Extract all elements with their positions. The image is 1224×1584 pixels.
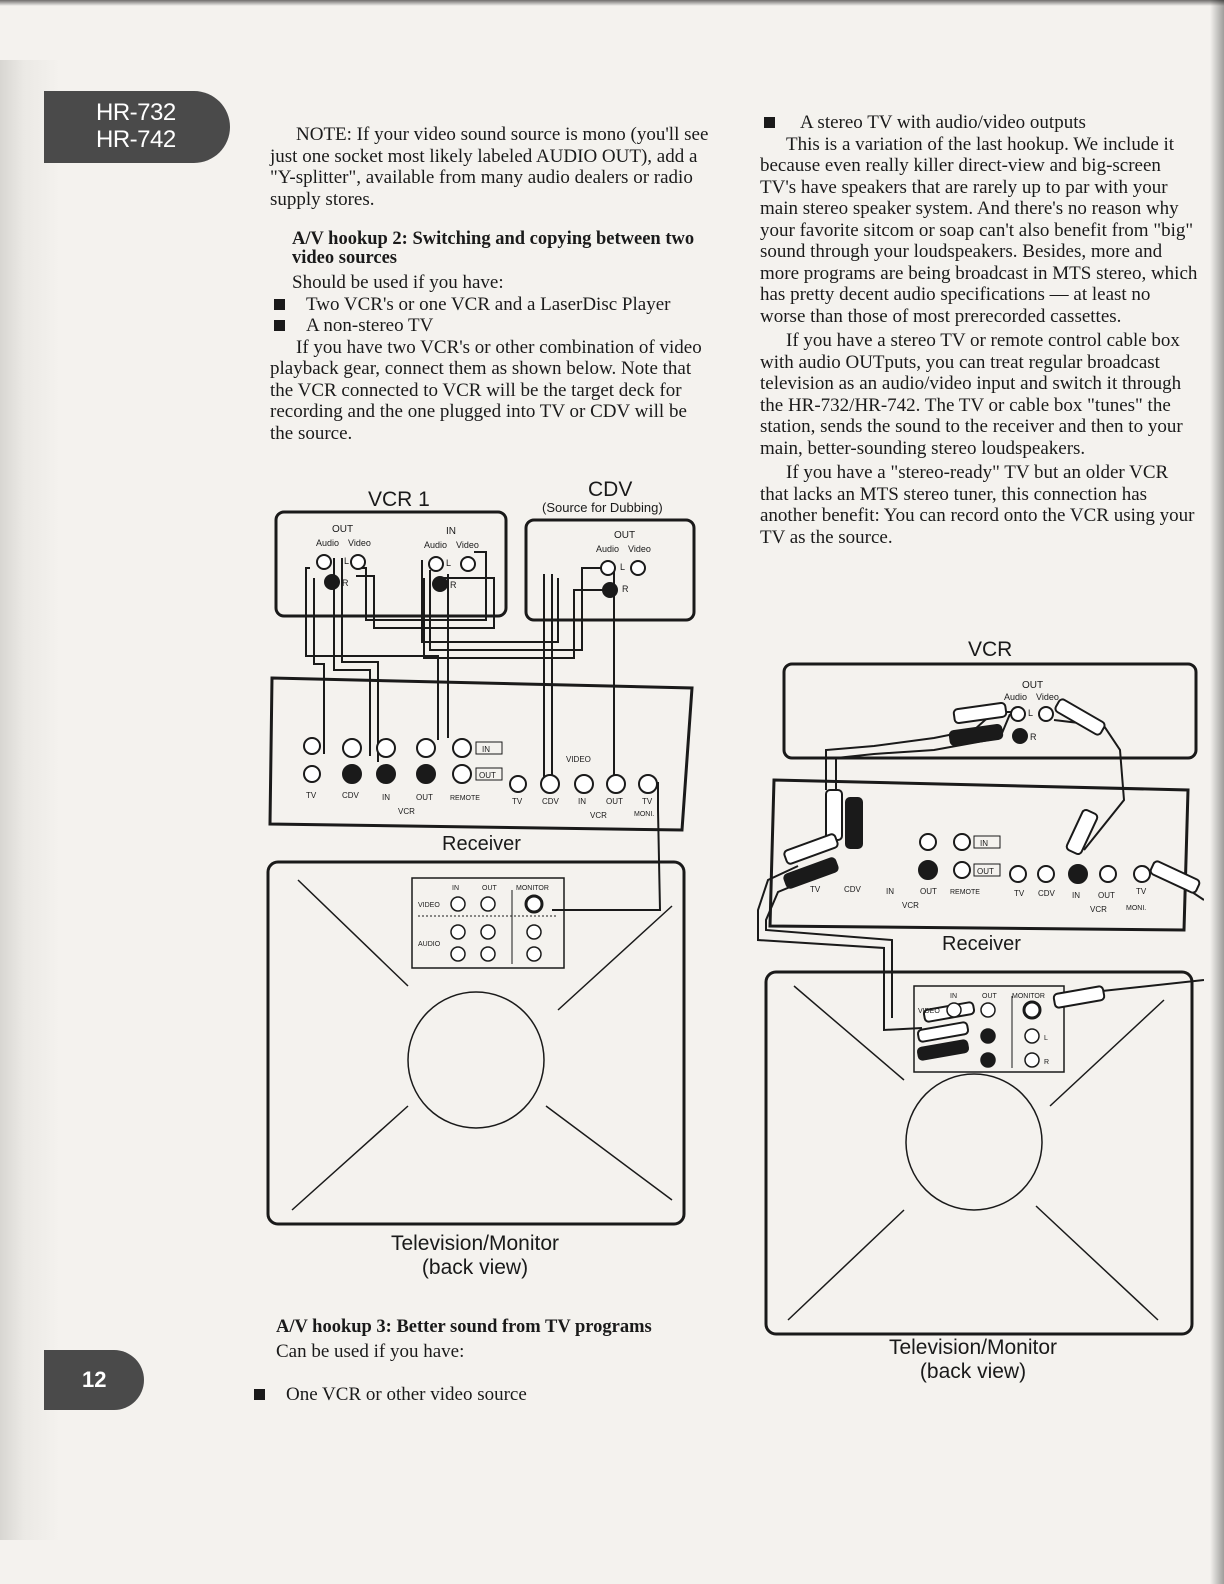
svg-text:OUT: OUT (920, 887, 937, 896)
hookup2-intro: Should be used if you have: (292, 272, 504, 293)
svg-text:TV: TV (1136, 887, 1147, 896)
svg-text:IN: IN (950, 993, 957, 1000)
hookup3-intro: Can be used if you have: (276, 1341, 465, 1362)
svg-text:OUT: OUT (416, 793, 433, 802)
svg-text:IN: IN (1072, 891, 1080, 900)
svg-text:TV: TV (810, 885, 821, 894)
svg-text:VIDEO: VIDEO (918, 1008, 940, 1015)
left-column-bottom (276, 1318, 676, 1363)
hookup2-bullet-1: Two VCR's or one VCR and a LaserDisc Player (270, 294, 710, 316)
svg-text:IN: IN (886, 887, 894, 896)
svg-text:VCR: VCR (902, 901, 919, 910)
right-tv-caption: Television/Monitor (back view) (888, 1336, 1058, 1383)
vcr-title: VCR (968, 638, 1013, 661)
left-column-top (270, 124, 710, 444)
bullet-square (274, 320, 285, 331)
svg-text:TV: TV (1014, 889, 1025, 898)
svg-text:L: L (344, 556, 350, 566)
right-column (760, 112, 1200, 548)
svg-text:Video: Video (628, 544, 651, 554)
receiver-label: Receiver (442, 833, 521, 855)
note-paragraph: NOTE: If your video sound source is mono (you'll see just one socket most likely labeled AUDIO OUT), add a "Y-splitter", available from many audio dealers or radio supply stores. (270, 124, 709, 210)
cdv-title: CDV (588, 478, 633, 501)
page-number-tab (44, 1350, 144, 1410)
hookup3-title: A/V hookup 3: Better sound from TV programs (276, 1317, 652, 1337)
right-bullet: A stereo TV with audio/video outputs (760, 112, 1200, 134)
hookup3-bullet-1: One VCR or other video source (250, 1384, 670, 1406)
tv-screen-circle-right (906, 1074, 1042, 1210)
hookup3-diagram (754, 630, 1204, 1350)
svg-text:Audio: Audio (1004, 692, 1028, 702)
svg-text:Audio: Audio (596, 544, 620, 554)
svg-text:VCR: VCR (398, 807, 415, 816)
svg-text:OUT: OUT (479, 771, 496, 780)
hookup2-bullet-2: A non-stereo TV (270, 315, 710, 337)
hookup2-diagram (262, 470, 702, 1250)
svg-text:IN: IN (482, 745, 490, 754)
page-binding (0, 60, 60, 1540)
vcr1-title: VCR 1 (368, 488, 430, 511)
svg-text:R: R (1030, 732, 1037, 742)
svg-text:R: R (1044, 1059, 1050, 1066)
svg-text:IN: IN (446, 526, 456, 537)
svg-text:TV: TV (512, 797, 523, 806)
svg-text:IN: IN (578, 797, 586, 806)
right-paragraph-2: If you have a stereo TV or remote control cable box with audio OUTputs, you can treat regular broadcast television as an audio/video input and switch it through the HR-732/HR-742. The TV or cable box "tunes" the station, sends the sound to the receiver and then to your main, better-sounding stereo loudspeakers. (760, 330, 1183, 459)
svg-text:L: L (446, 558, 452, 568)
page-top-shadow (0, 0, 1224, 6)
bullet-square (764, 117, 775, 128)
svg-text:OUT: OUT (982, 993, 997, 1000)
svg-text:OUT: OUT (606, 797, 623, 806)
right-paragraph-1: This is a variation of the last hookup. We include it because even really killer direct-view and big-screen TV's have speakers that are rarely up to par with your main stereo speaker system. And there's no reason why your favorite sitcom or soap can't also benefit from "big" sound through your loudspeakers. Besides, more and more programs are being broadcast in MTS stereo, which has pretty decent audio specifications — at least no worse than those of most prerecorded cassettes. (760, 133, 1198, 327)
svg-text:VCR: VCR (1090, 905, 1107, 914)
svg-text:R: R (450, 580, 457, 590)
svg-text:TV: TV (642, 797, 653, 806)
svg-text:REMOTE: REMOTE (450, 795, 480, 802)
left-tv-caption: Television/Monitor (back view) (390, 1232, 560, 1279)
svg-text:R: R (622, 584, 629, 594)
hookup2-title: A/V hookup 2: Switching and copying between two video sources (292, 229, 695, 268)
svg-text:VIDEO: VIDEO (418, 902, 440, 909)
svg-text:MONI.: MONI. (1126, 905, 1147, 912)
model-tab (44, 91, 230, 163)
svg-text:L: L (1044, 1035, 1048, 1042)
svg-text:R: R (342, 578, 349, 588)
model-line-1: HR-732 (96, 99, 176, 126)
svg-text:TV: TV (306, 791, 317, 800)
svg-text:OUT: OUT (1022, 680, 1044, 691)
bullet-square (254, 1389, 265, 1400)
svg-text:Audio: Audio (424, 540, 448, 550)
svg-text:Video: Video (348, 538, 371, 548)
svg-text:CDV: CDV (1038, 889, 1055, 898)
svg-text:VCR: VCR (590, 811, 607, 820)
svg-text:OUT: OUT (332, 524, 354, 535)
svg-text:MONITOR: MONITOR (1012, 993, 1045, 1000)
cdv-subtitle: (Source for Dubbing) (542, 500, 663, 515)
svg-text:REMOTE: REMOTE (950, 889, 980, 896)
page-number: 12 (82, 1367, 107, 1392)
svg-text:OUT: OUT (482, 885, 497, 892)
bullet-square (274, 299, 285, 310)
svg-text:Audio: Audio (316, 538, 340, 548)
receiver-label-right: Receiver (942, 933, 1021, 955)
svg-text:OUT: OUT (1098, 891, 1115, 900)
hookup2-body: If you have two VCR's or other combination of video playback gear, connect them as shown below. Note that the VCR connected to VCR will be the target deck for recording and the one plugged into TV or CDV will be the source. (270, 336, 702, 444)
svg-text:CDV: CDV (844, 885, 861, 894)
right-paragraph-3: If you have a "stereo-ready" TV but an older VCR that lacks an MTS stereo tuner, this connection has another benefit: You can record onto the VCR using your TV as the source. (760, 462, 1195, 548)
page-edge-shadow (1210, 0, 1224, 1584)
svg-text:L: L (1028, 708, 1034, 718)
svg-text:AUDIO: AUDIO (418, 941, 441, 948)
svg-text:Video: Video (456, 540, 479, 550)
svg-text:IN: IN (980, 839, 988, 848)
svg-text:IN: IN (452, 885, 459, 892)
svg-text:OUT: OUT (614, 530, 636, 541)
svg-text:MONI.: MONI. (634, 811, 655, 818)
svg-text:MONITOR: MONITOR (516, 885, 549, 892)
svg-text:Video: Video (1036, 692, 1059, 702)
tv-screen-circle (408, 992, 544, 1128)
svg-text:IN: IN (382, 793, 390, 802)
svg-text:CDV: CDV (342, 791, 359, 800)
svg-text:L: L (620, 562, 626, 572)
svg-text:CDV: CDV (542, 797, 559, 806)
hookup3-bullet-list (250, 1384, 670, 1406)
model-line-2: HR-742 (96, 126, 176, 153)
svg-text:VIDEO: VIDEO (566, 755, 591, 764)
svg-text:OUT: OUT (977, 867, 994, 876)
